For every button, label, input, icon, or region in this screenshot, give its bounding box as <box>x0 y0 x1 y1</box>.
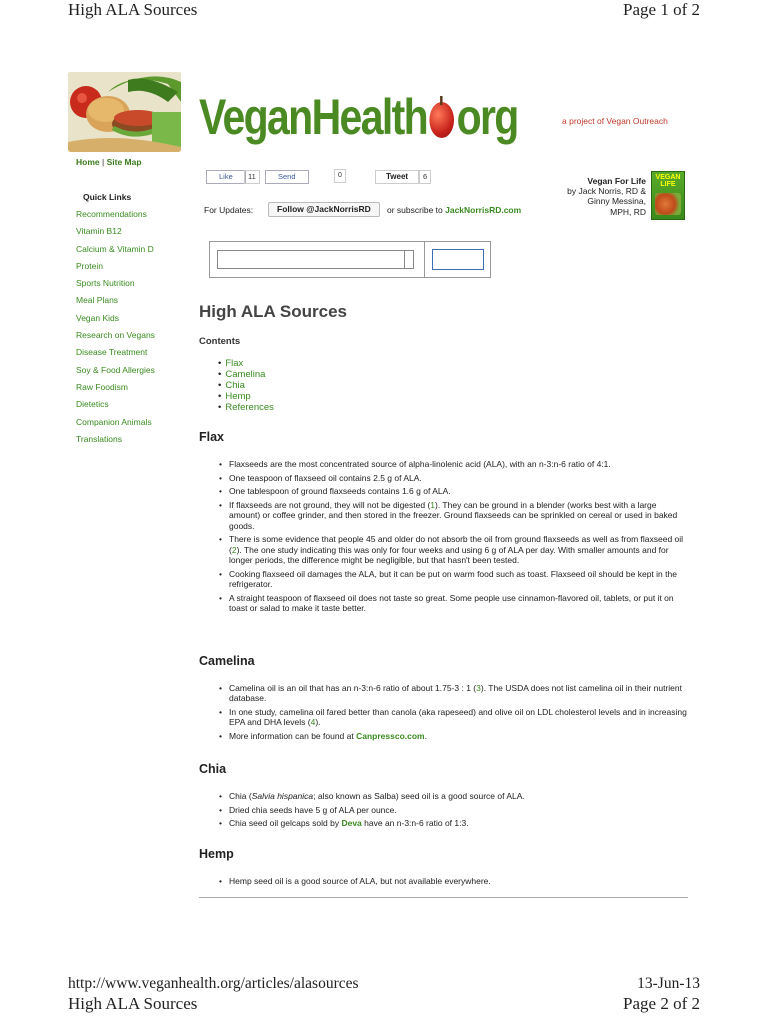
print-footer-page: Page 2 of 2 <box>623 994 700 1013</box>
text: In one study, camelina oil fared better than canola (aka rapeseed) and olive oil on LDL cholesterol levels and in increasing EPA and DHA levels ( <box>229 707 687 728</box>
list-item <box>219 731 689 741</box>
list-item: • Dried chia seeds have 5 g of ALA per ounce. <box>219 805 689 815</box>
section-heading-flax: Flax <box>199 430 225 444</box>
reference-link[interactable]: 3 <box>476 683 481 693</box>
logo-text-right: org <box>456 89 518 145</box>
list-item: • Flaxseeds are the most concentrated source of alpha-linolenic acid (ALA), with an n-3:n-6 ratio of 4:1. <box>219 459 689 469</box>
section-heading-hemp: Hemp <box>199 847 234 861</box>
book-author-line: by Jack Norris, RD & <box>567 186 646 196</box>
quick-link-companion-animals[interactable]: Companion Animals <box>76 416 152 427</box>
project-tagline[interactable]: a project of Vegan Outreach <box>562 116 668 126</box>
list-item: • One teaspoon of flaxseed oil contains 2.5 g of ALA. <box>219 473 689 483</box>
divider <box>199 897 688 898</box>
search-box <box>209 241 491 278</box>
reference-link[interactable]: 4 <box>310 717 316 728</box>
tweet-button[interactable]: Tweet <box>375 170 419 184</box>
book-cover-food <box>655 193 681 215</box>
updates-label: For Updates: <box>204 205 254 215</box>
tweet-count: 6 <box>419 170 431 184</box>
reference-link[interactable]: 1 <box>430 499 436 510</box>
quick-link-raw-foodism[interactable]: Raw Foodism <box>76 381 128 392</box>
camelina-bullets <box>219 683 689 745</box>
print-header-page: Page 1 of 2 <box>623 0 700 19</box>
subscribe-prefix: or subscribe to <box>387 205 443 215</box>
page-title: High ALA Sources <box>199 302 347 321</box>
text: If flaxseeds are not ground, they will not be digested ( <box>229 499 431 510</box>
quick-links-title: Quick Links <box>83 192 132 202</box>
text: ). The USDA does not list camelina oil in their nutrient database. <box>229 683 682 704</box>
reference-link[interactable]: 2 <box>231 544 237 555</box>
search-input[interactable] <box>217 250 414 269</box>
text: Camelina oil is an oil that has an n-3:n-6 ratio of about 1.75-3 : 1 ( <box>229 683 477 693</box>
table-of-contents <box>219 358 274 413</box>
book-author-line: MPH, RD <box>610 206 646 217</box>
list-item: • Cooking flaxseed oil damages the ALA, but it can be put on warm food such as toast. Flaxseed oil should be kept in the refrigerator. <box>219 569 689 590</box>
toc-item-references[interactable]: • References <box>219 402 274 413</box>
toc-item-flax[interactable]: • Flax <box>219 358 274 369</box>
quick-link-soy-allergies[interactable]: Soy & Food Allergies <box>76 364 155 375</box>
apple-icon <box>430 102 455 138</box>
toc-item-chia[interactable]: • Chia <box>219 380 274 391</box>
hemp-bullets <box>219 876 689 890</box>
veggie-burger-photo <box>68 72 181 152</box>
list-item <box>219 818 689 828</box>
subscribe-text <box>387 205 521 215</box>
quick-links-list <box>76 209 155 451</box>
list-item: • One tablespoon of ground flaxseeds contains 1.6 g of ALA. <box>219 486 689 496</box>
text: . <box>424 731 427 741</box>
list-item <box>219 707 689 728</box>
quick-link-protein[interactable]: Protein <box>76 260 103 271</box>
toc-item-hemp[interactable]: • Hemp <box>219 391 274 402</box>
print-header-title: High ALA Sources <box>68 0 198 19</box>
facebook-like-button[interactable]: Like <box>206 170 246 184</box>
canpressco-link[interactable]: Canpressco.com <box>356 731 425 741</box>
text: ). <box>315 717 321 728</box>
quick-link-meal-plans[interactable]: Meal Plans <box>76 295 119 306</box>
book-cover-title <box>652 174 684 188</box>
text: More information can be found at <box>229 731 357 741</box>
book-cover-line: VEGAN <box>655 174 681 181</box>
search-divider <box>424 242 425 277</box>
list-item: • Hemp seed oil is a good source of ALA, but not available everywhere. <box>219 876 689 886</box>
quick-link-disease-treatment[interactable]: Disease Treatment <box>76 347 148 358</box>
flax-bullets <box>219 459 689 617</box>
list-item <box>219 683 689 704</box>
quick-link-sports-nutrition[interactable]: Sports Nutrition <box>76 278 135 289</box>
list-item <box>219 500 689 531</box>
text: Chia seed oil gelcaps sold by <box>229 818 342 829</box>
quick-link-calcium[interactable]: Calcium & Vitamin D <box>76 243 154 254</box>
quick-link-vegan-kids[interactable]: Vegan Kids <box>76 312 120 323</box>
text: ; also known as Salba) seed oil is a good source of ALA. <box>313 791 525 801</box>
quick-link-vitamin-b12[interactable]: Vitamin B12 <box>76 226 122 237</box>
home-nav <box>76 157 142 167</box>
species-name: Salvia hispanica <box>251 791 314 801</box>
book-author-line: Ginny Messina, <box>587 196 646 207</box>
facebook-like-count: 11 <box>244 170 260 184</box>
subscribe-link[interactable]: JackNorrisRD.com <box>445 205 522 215</box>
facebook-send-button[interactable]: Send <box>265 170 309 184</box>
book-cover-image[interactable] <box>651 171 685 220</box>
search-button[interactable] <box>432 249 484 270</box>
section-heading-chia: Chia <box>199 762 227 776</box>
logo-text-left: VeganHealth <box>199 89 428 145</box>
text: There is some evidence that people 45 and older do not absorb the oil from ground flaxseeds as well as from flaxseed oil ( <box>229 534 684 555</box>
list-item: • A straight teaspoon of flaxseed oil does not taste so great. Some people use cinnamon-flavored oil, tablets, or put it on toast or salad to make it taste better. <box>219 593 689 614</box>
text: have an n-3:n-6 ratio of 1:3. <box>361 818 469 829</box>
print-footer-date: 13-Jun-13 <box>637 975 700 992</box>
chia-bullets <box>219 791 689 832</box>
nav-separator: | <box>102 157 105 167</box>
section-heading-camelina: Camelina <box>199 654 255 668</box>
list-item <box>219 791 689 801</box>
book-cover-line: LIFE <box>660 181 676 188</box>
sitemap-link[interactable]: Site Map <box>106 157 142 167</box>
toc-item-camelina[interactable]: • Camelina <box>219 369 274 380</box>
quick-link-research[interactable]: Research on Vegans <box>76 330 155 341</box>
print-footer-title: High ALA Sources <box>68 994 198 1013</box>
quick-link-recommendations[interactable]: Recommendations <box>76 209 147 219</box>
site-logo[interactable] <box>199 88 518 146</box>
text: Chia ( <box>229 791 252 801</box>
quick-link-dietetics[interactable]: Dietetics <box>76 399 109 410</box>
text: ). They can be ground in a blender (works best with a large amount) or coffee grinder, and then stored in the freezer. Ground flaxseeds can be sprinkled on cereal or used in baked goods. <box>229 499 678 531</box>
book-title[interactable]: Vegan For Life <box>587 176 646 186</box>
home-link[interactable]: Home <box>76 157 100 167</box>
twitter-follow-button[interactable]: Follow @JackNorrisRD <box>268 202 380 217</box>
list-item <box>219 534 689 565</box>
plusone-count: 0 <box>334 169 346 183</box>
deva-link[interactable]: Deva <box>341 818 362 829</box>
contents-label: Contents <box>199 336 241 347</box>
quick-link-translations[interactable]: Translations <box>76 433 122 444</box>
book-authors <box>516 186 646 217</box>
text: ). The one study indicating this was only for four weeks and using 6 g of ALA per day. With smaller amounts and for longer periods, the difference might be negligible, but that hasn't been tested. <box>229 544 669 565</box>
print-footer-url: http://www.veganhealth.org/articles/alasources <box>68 975 359 992</box>
